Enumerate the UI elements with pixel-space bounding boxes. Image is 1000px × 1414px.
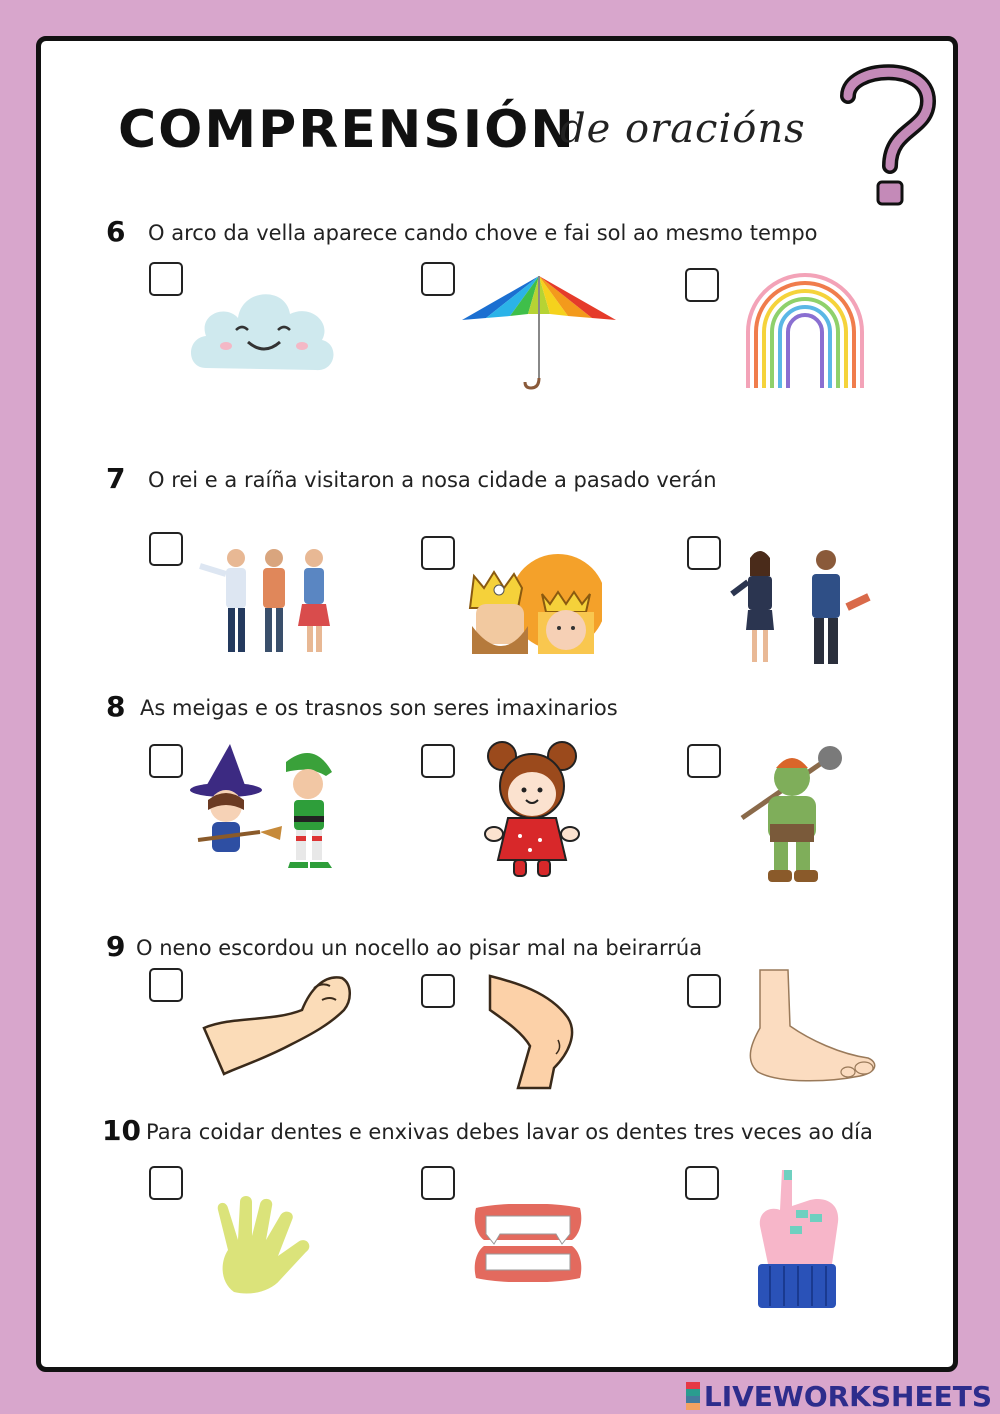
question-number: 9 (106, 930, 126, 963)
umbrella-icon (458, 266, 620, 392)
question-number: 8 (106, 690, 126, 723)
question-number: 10 (102, 1114, 141, 1147)
answer-checkbox[interactable] (687, 536, 721, 570)
nails-icon (750, 1166, 848, 1314)
king-queen-icon (468, 548, 602, 654)
title-main: COMPRENSIÓN (118, 100, 576, 160)
answer-checkbox[interactable] (421, 744, 455, 778)
question-number: 7 (106, 462, 126, 495)
answer-checkbox[interactable] (149, 968, 183, 1002)
question-number: 6 (106, 215, 126, 248)
answer-checkbox[interactable] (421, 536, 455, 570)
question-text: Para coidar dentes e enxivas debes lavar os dentes tres veces ao día (146, 1120, 873, 1144)
brand-name: LIVEWORKSHEETS (703, 1379, 992, 1413)
answer-checkbox[interactable] (421, 262, 455, 296)
hand-icon (210, 1196, 312, 1294)
answer-checkbox[interactable] (685, 1166, 719, 1200)
rainbow-icon (742, 270, 868, 390)
footer-brand[interactable] (686, 1380, 992, 1412)
answer-checkbox[interactable] (149, 262, 183, 296)
answer-checkbox[interactable] (149, 1166, 183, 1200)
answer-checkbox[interactable] (149, 744, 183, 778)
witch-elf-icon (190, 740, 340, 872)
brand-logo-icon (686, 1382, 700, 1410)
answer-checkbox[interactable] (421, 974, 455, 1008)
cloud-icon (186, 278, 338, 382)
question-text: O rei e a raíña visitaron a nosa cidade a pasado verán (148, 468, 717, 492)
answer-checkbox[interactable] (687, 744, 721, 778)
doll-icon (480, 740, 584, 878)
doctors-icon (192, 544, 336, 656)
question-text: As meigas e os trasnos son seres imaxinarios (140, 696, 618, 720)
arm-icon (202, 970, 352, 1076)
answer-checkbox[interactable] (685, 268, 719, 302)
question-text: O arco da vella aparece cando chove e fai sol ao mesmo tempo (148, 221, 818, 245)
knee-icon (484, 972, 578, 1090)
title-subtitle: de oracións (560, 106, 806, 152)
answer-checkbox[interactable] (687, 974, 721, 1008)
question-mark-icon (828, 56, 948, 216)
troll-icon (738, 740, 848, 886)
teachers-icon (728, 548, 878, 666)
foot-icon (740, 968, 880, 1088)
answer-checkbox[interactable] (149, 532, 183, 566)
teeth-icon (472, 1204, 584, 1282)
answer-checkbox[interactable] (421, 1166, 455, 1200)
question-text: O neno escordou un nocello ao pisar mal na beirarrúa (136, 936, 703, 960)
